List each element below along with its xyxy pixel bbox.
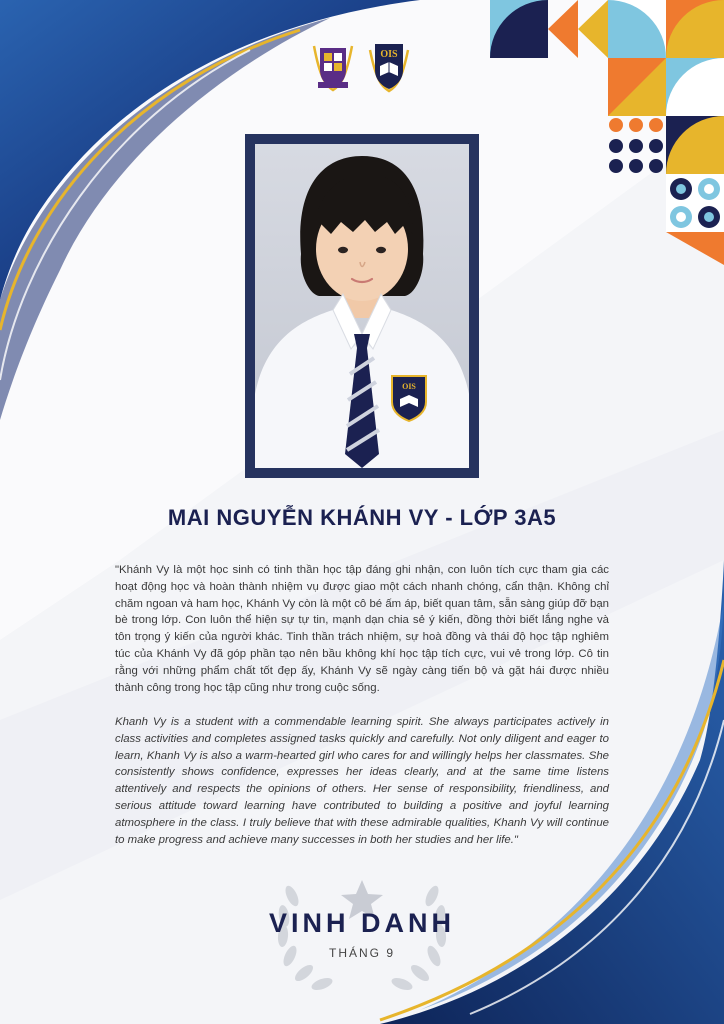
award-month: THÁNG 9 xyxy=(328,946,395,960)
testimonial-english: Khanh Vy is a student with a commendable learning spirit. She always participates actively in class activities and completes assigned tasks quickly and carefully. Not only diligent and eager to learn, Khanh Vy is also a warm-hearted girl who cares for and willingly helps her classmates. She consistently shows confidence, expresses her ideas clearly, and at the same time listens attentively and respects the opinions of others. Her sense of responsibility, friendliness, and serious attitude toward learning have contributed to building a positive and joyful learning atmosphere in the class. I truly believe that with these admirable qualities, Khanh Vy will continue to make progress and achieve many successes in both her studies and her life." xyxy=(115,716,609,846)
student-photo-frame xyxy=(245,134,479,478)
tie-badge-text: OIS xyxy=(402,382,416,391)
award-title: VINH DANH xyxy=(268,908,455,938)
school-crest-logo xyxy=(310,40,356,94)
student-name-heading: MAI NGUYỄN KHÁNH VY - LỚP 3A5 xyxy=(167,505,557,530)
testimonial-vietnamese: "Khánh Vy là một học sinh có tinh thần học tập đáng ghi nhận, con luôn tích cực tham gia các hoạt động học và hoàn thành nhiệm vụ được giao một cách nhanh chóng, cẩn thận. Không chỉ chăm ngoan và ham học, Khánh Vy còn là một cô bé ấm áp, biết quan tâm, sẵn sàng giúp đỡ bạn bè trong lớp. Con luôn thể hiện sự tự tin, mạnh dạn chia sẻ ý kiến, đồng thời biết lắng nghe và tôn trọng ý kiến của người khác. Tinh thần trách nhiệm, sự hoà đồng và thái độ học tập nghiêm túc của Khánh Vy đã góp phần tạo nên bầu không khí học tập tích cực, vui vẻ trong lớp. Cô tin rằng với những phẩm chất tốt đẹp ấy, Khánh Vy sẽ ngày càng tiến bộ và gặt hái được nhiều thành công trong học tập cũng như trong cuộc sống. xyxy=(115,564,609,694)
school-logos xyxy=(310,40,414,94)
ois-logo-text: OIS xyxy=(380,49,398,60)
ois-logo xyxy=(366,40,412,94)
student-photo xyxy=(255,144,469,468)
